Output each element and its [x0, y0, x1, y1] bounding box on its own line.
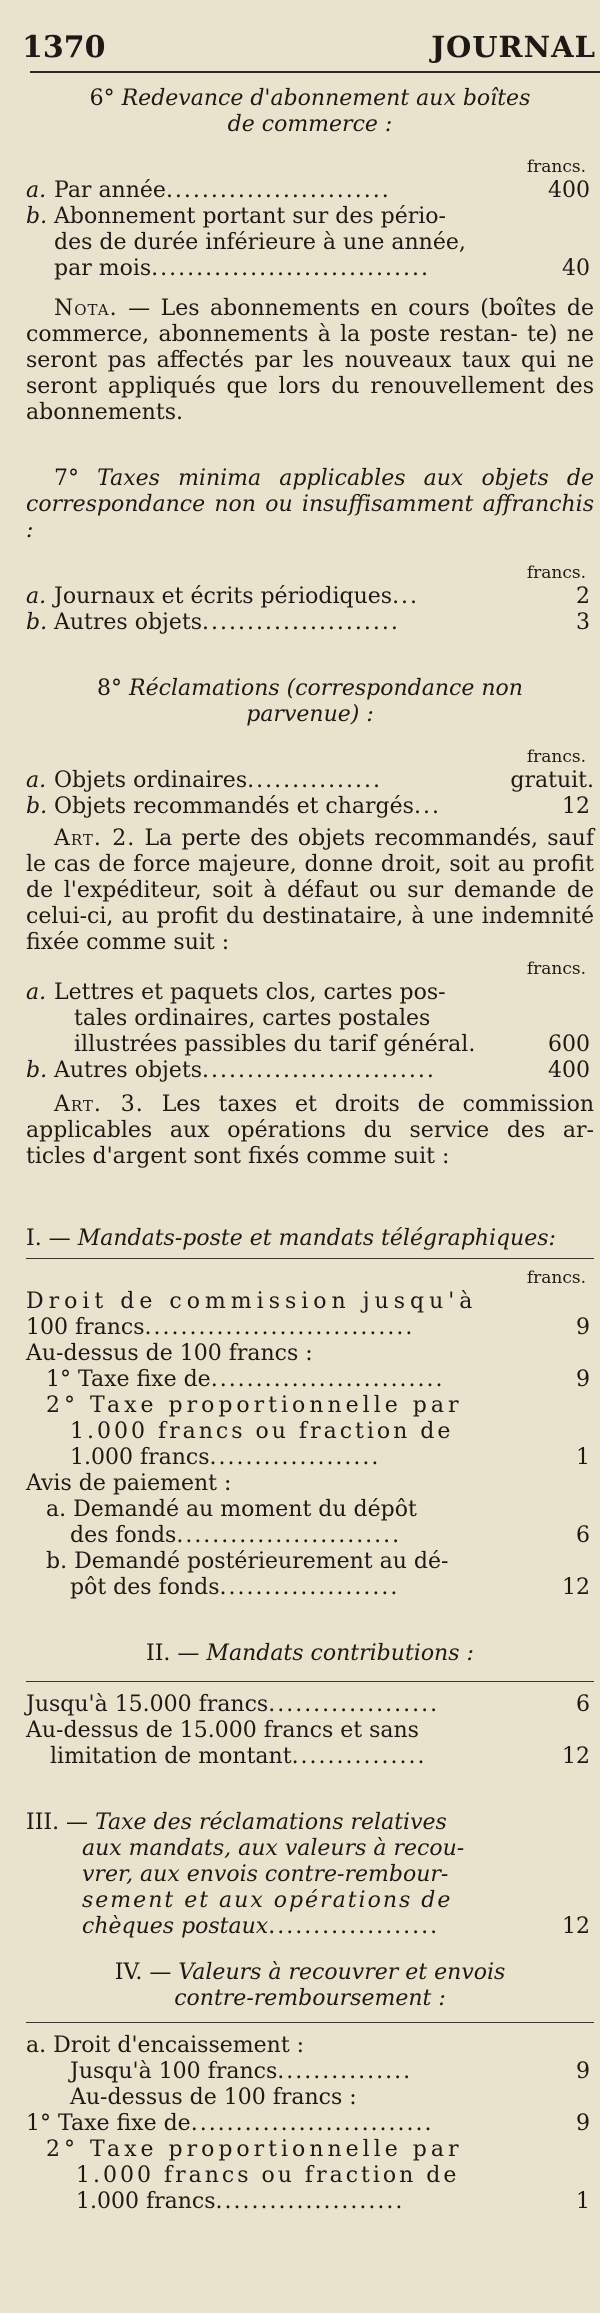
list-item: a. Par année......................... 400 — [26, 178, 590, 203]
table-row: 2° Taxe proportionnelle par 1.000 francs ou fraction de 1.000 francs................... 1 — [46, 1393, 590, 1470]
table-row: Jusqu'à 15.000 francs................... 6 — [26, 1692, 590, 1717]
unit-label: francs. — [526, 157, 586, 177]
list-item: b. Objets recommandés et chargés... 12 — [26, 794, 590, 819]
nota-paragraph: Nota. — Les abonnements en cours (boîtes de commerce, abonnements à la poste restan- te) ne seront pas affectés par les nouveaux taux qui ne seront appliqués que lors du renouvellement des abonnements. — [26, 296, 595, 425]
table-row: Droit de commission jusqu'à 100 francs.............................. 9 — [26, 1289, 590, 1340]
table-row: a. Demandé au moment du dépôt des fonds......................... 6 — [46, 1497, 590, 1548]
section-II-title: II. — Mandats contributions : — [146, 1641, 474, 1666]
table-row: b. Demandé postérieurement au dé- pôt des fonds.................... 12 — [46, 1549, 590, 1600]
section-I-title: I. — Mandats-poste et mandats télégraphiques: — [26, 1226, 556, 1251]
section-6-title: 6° Redevance d'abonnement aux boîtes de commerce : — [89, 86, 531, 137]
table-row: Avis de paiement : — [26, 1471, 232, 1496]
list-item: b. Abonnement portant sur des pério- des de durée inférieure à une année, par mois............................... 40 — [26, 204, 590, 281]
list-item: a. Objets ordinaires............... gratuit. — [26, 768, 594, 793]
table-row: Au-dessus de 15.000 francs et sans limitation de montant............... 12 — [26, 1718, 590, 1769]
page-number: 1370 — [22, 30, 106, 65]
table-row: 1° Taxe fixe de........................... 9 — [26, 2111, 590, 2136]
table-row: 2° Taxe proportionnelle par 1.000 francs ou fraction de 1.000 francs..................... 1 — [46, 2137, 590, 2214]
divider — [26, 2022, 594, 2023]
section-IV-title: IV. — Valeurs à recouvrer et envois contre-remboursement : — [114, 1960, 506, 2011]
section-8-title: 8° Réclamations (correspondance non parvenue) : — [97, 676, 523, 727]
table-row: Jusqu'à 100 francs............... 9 — [70, 2059, 590, 2084]
unit-label: francs. — [526, 959, 586, 979]
unit-label: francs. — [526, 563, 586, 583]
table-row: 1° Taxe fixe de.......................... 9 — [46, 1367, 590, 1392]
table-row: Au-dessus de 100 francs : — [26, 1341, 313, 1366]
list-item: b. Autres objets...................... 3 — [26, 610, 590, 635]
unit-label: francs. — [526, 747, 586, 767]
section-III-block: III. — Taxe des réclamations relatives aux mandats, aux valeurs à recou- vrer, aux envois contre-rembour- sement et aux opérations de chèques postaux................... 12 — [26, 1810, 590, 1939]
running-title: JOURNAL — [431, 30, 596, 64]
table-row: Au-dessus de 100 francs : — [70, 2085, 357, 2110]
list-item: a. Journaux et écrits périodiques... 2 — [26, 584, 590, 609]
article-3-paragraph: Art. 3. Les taxes et droits de commission applicables aux opérations du service des ar- ticles d'argent sont fixés comme suit : — [26, 1092, 595, 1169]
page-header — [0, 0, 600, 70]
table-row: a. Droit d'encaissement : — [26, 2033, 305, 2058]
list-item: a. Lettres et paquets clos, cartes pos- tales ordinaires, cartes postales illustrées passibles du tarif général. 600 — [26, 980, 590, 1057]
divider — [26, 1258, 594, 1259]
unit-label: francs. — [526, 1268, 586, 1288]
list-item: b. Autres objets.......................... 400 — [26, 1058, 590, 1083]
header-rule — [30, 71, 600, 73]
divider — [26, 1681, 594, 1682]
section-7-title: 7° Taxes minima applicables aux objets de correspondance non ou insuffisamment affranchis : — [26, 466, 594, 543]
article-2-paragraph: Art. 2. La perte des objets recommandés, sauf le cas de force majeure, donne droit, soit au profit de l'expéditeur, soit à défaut ou sur demande de celui-ci, au profit du destinataire, à une indemnité fixée comme suit : — [26, 826, 595, 955]
text-column — [26, 86, 594, 2215]
